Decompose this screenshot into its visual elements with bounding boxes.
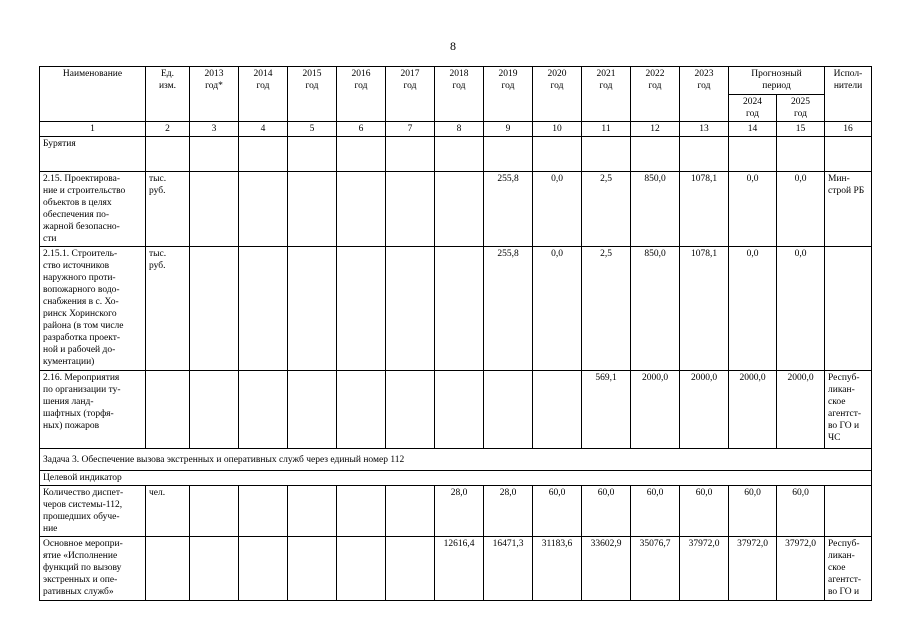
task-heading: Задача 3. Обеспечение вызова экстренных и оперативных служб через единый номер 112 [40, 449, 872, 471]
table-row [40, 172, 872, 247]
row-value [337, 172, 386, 247]
row-value [288, 247, 337, 371]
row-value: 60,0 [533, 486, 582, 537]
header-year: 2014 год [239, 67, 288, 122]
row-value [435, 172, 484, 247]
row-value: 60,0 [777, 486, 825, 537]
row-value: 33602,9 [582, 537, 631, 601]
row-value [337, 247, 386, 371]
header-year: 2019 год [484, 67, 533, 122]
row-value: 2,5 [582, 172, 631, 247]
row-unit: чел. [146, 486, 190, 537]
row-value: 1078,1 [680, 247, 729, 371]
row-value [288, 371, 337, 449]
row-value: 28,0 [435, 486, 484, 537]
row-value: 2000,0 [777, 371, 825, 449]
row-value [337, 371, 386, 449]
row-unit: тыс. руб. [146, 172, 190, 247]
header-forecast-year: 2025 год [777, 95, 825, 122]
header-executors: Испол- нители [825, 67, 872, 122]
header-unit: Ед. изм. [146, 67, 190, 122]
row-value: 2000,0 [729, 371, 777, 449]
row-value: 0,0 [729, 247, 777, 371]
header-name: Наименование [40, 67, 146, 122]
row-value [386, 486, 435, 537]
header-year: 2016 год [337, 67, 386, 122]
header-forecast: Прогнозный период [729, 67, 825, 95]
task-heading-row [40, 449, 872, 471]
row-name: 2.16. Мероприятия по организации ту- шения ланд- шафтных (торфя- ных) пожаров [40, 371, 146, 449]
row-value [190, 247, 239, 371]
col-number: 16 [825, 122, 872, 137]
row-value: 2000,0 [631, 371, 680, 449]
col-number: 6 [337, 122, 386, 137]
row-value: 0,0 [777, 247, 825, 371]
region-label: Бурятия [40, 137, 146, 172]
row-value [533, 371, 582, 449]
row-value [386, 371, 435, 449]
header-year: 2018 год [435, 67, 484, 122]
col-number: 1 [40, 122, 146, 137]
row-value [435, 371, 484, 449]
row-value: 37972,0 [680, 537, 729, 601]
row-value [337, 537, 386, 601]
row-value: 60,0 [582, 486, 631, 537]
col-number: 9 [484, 122, 533, 137]
row-value: 16471,3 [484, 537, 533, 601]
row-value [484, 371, 533, 449]
row-value: 1078,1 [680, 172, 729, 247]
row-value [337, 486, 386, 537]
header-row [40, 67, 872, 95]
col-number: 3 [190, 122, 239, 137]
row-value: 37972,0 [777, 537, 825, 601]
row-value: 12616,4 [435, 537, 484, 601]
row-value: 2,5 [582, 247, 631, 371]
row-value: 2000,0 [680, 371, 729, 449]
header-year: 2015 год [288, 67, 337, 122]
row-name: 2.15.1. Строитель- ство источников наружного проти- вопожарного водо- снабжения в с. Хо- ринск Хоринского района (в том числе разработка проект- ной и рабочей до- кументации) [40, 247, 146, 371]
col-number: 8 [435, 122, 484, 137]
row-value: 60,0 [631, 486, 680, 537]
row-unit: тыс. руб. [146, 247, 190, 371]
row-value [386, 537, 435, 601]
row-value [288, 537, 337, 601]
page-number: 8 [450, 39, 456, 53]
indicator-heading: Целевой индикатор [40, 471, 872, 486]
row-value [435, 247, 484, 371]
col-number: 11 [582, 122, 631, 137]
row-value: 0,0 [729, 172, 777, 247]
row-value: 0,0 [533, 247, 582, 371]
header-year: 2017 год [386, 67, 435, 122]
row-value [190, 371, 239, 449]
row-value [190, 172, 239, 247]
row-value [386, 172, 435, 247]
row-value: 28,0 [484, 486, 533, 537]
row-name: 2.15. Проектирова- ние и строительство объектов в целях обеспечения по- жарной безопасно- сти [40, 172, 146, 247]
row-value: 569,1 [582, 371, 631, 449]
header-year: 2020 год [533, 67, 582, 122]
row-value [239, 247, 288, 371]
row-value [239, 537, 288, 601]
row-value [190, 486, 239, 537]
row-value [386, 247, 435, 371]
row-unit [146, 537, 190, 601]
program-table [39, 66, 872, 601]
row-executor [825, 486, 872, 537]
row-value: 255,8 [484, 247, 533, 371]
row-value: 35076,7 [631, 537, 680, 601]
row-value [239, 486, 288, 537]
row-value: 0,0 [777, 172, 825, 247]
col-number: 15 [777, 122, 825, 137]
row-name: Количество диспет- черов системы-112, прошедших обуче- ние [40, 486, 146, 537]
row-executor: Мин- строй РБ [825, 172, 872, 247]
row-value: 255,8 [484, 172, 533, 247]
column-number-row [40, 122, 872, 137]
header-forecast-year: 2024 год [729, 95, 777, 122]
col-number: 5 [288, 122, 337, 137]
row-value [288, 486, 337, 537]
table-row [40, 537, 872, 601]
row-name: Основное меропри- ятие «Исполнение функций по вызову экстренных и опе- ративных служб» [40, 537, 146, 601]
row-executor [825, 247, 872, 371]
header-year: 2021 год [582, 67, 631, 122]
row-executor: Респуб- ликан- ское агентст- во ГО и ЧС [825, 371, 872, 449]
row-value [288, 172, 337, 247]
indicator-heading-row [40, 471, 872, 486]
col-number: 2 [146, 122, 190, 137]
row-value [239, 172, 288, 247]
col-number: 4 [239, 122, 288, 137]
row-value: 37972,0 [729, 537, 777, 601]
header-year: 2013 год* [190, 67, 239, 122]
col-number: 14 [729, 122, 777, 137]
col-number: 13 [680, 122, 729, 137]
row-value [190, 537, 239, 601]
row-value: 0,0 [533, 172, 582, 247]
row-value: 31183,6 [533, 537, 582, 601]
row-value: 60,0 [680, 486, 729, 537]
table-row [40, 486, 872, 537]
col-number: 10 [533, 122, 582, 137]
table-row [40, 247, 872, 371]
header-year: 2023 год [680, 67, 729, 122]
row-value: 850,0 [631, 172, 680, 247]
region-row [40, 137, 872, 172]
row-unit [146, 371, 190, 449]
row-value [239, 371, 288, 449]
row-executor: Респуб- ликан- ское агентст- во ГО и [825, 537, 872, 601]
header-year: 2022 год [631, 67, 680, 122]
row-value: 850,0 [631, 247, 680, 371]
col-number: 12 [631, 122, 680, 137]
col-number: 7 [386, 122, 435, 137]
row-value: 60,0 [729, 486, 777, 537]
table-row [40, 371, 872, 449]
